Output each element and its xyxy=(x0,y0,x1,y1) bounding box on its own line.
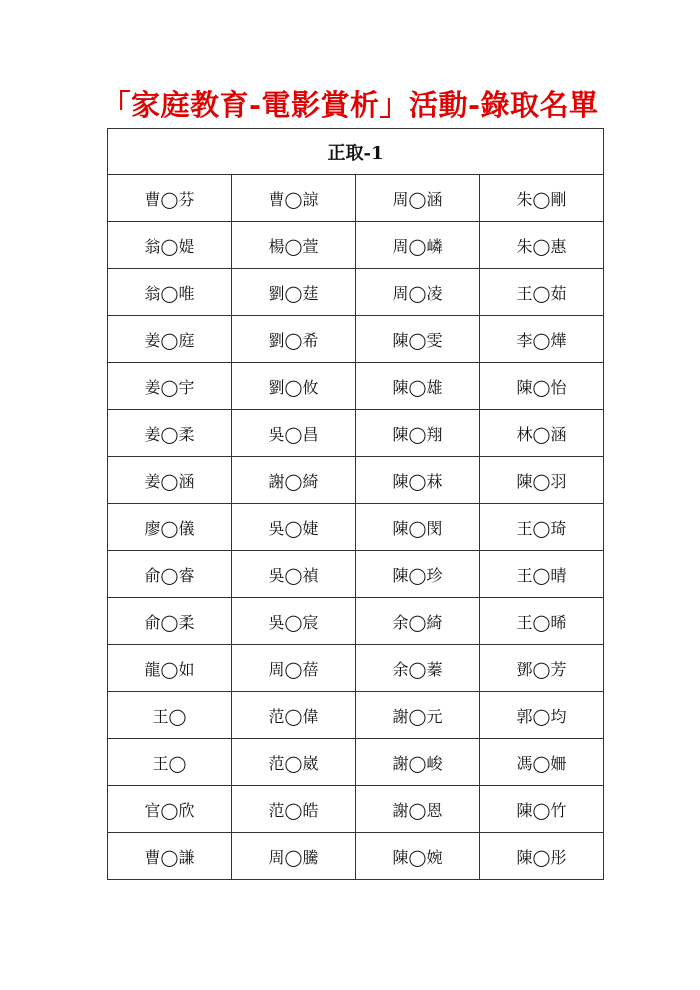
table-row xyxy=(108,410,604,457)
name-cell: 周◯騰 xyxy=(232,833,356,880)
name-cell: 翁◯媞 xyxy=(108,222,232,269)
table-row xyxy=(108,363,604,410)
section-header-row xyxy=(108,129,604,175)
table-row xyxy=(108,551,604,598)
name-cell: 王◯茹 xyxy=(480,269,604,316)
name-cell: 姜◯庭 xyxy=(108,316,232,363)
name-cell: 王◯ xyxy=(108,739,232,786)
table-row xyxy=(108,269,604,316)
name-cell: 李◯燁 xyxy=(480,316,604,363)
name-cell: 曹◯謙 xyxy=(108,833,232,880)
name-cell: 陳◯羽 xyxy=(480,457,604,504)
table-row xyxy=(108,316,604,363)
name-cell: 余◯綺 xyxy=(356,598,480,645)
name-cell: 劉◯希 xyxy=(232,316,356,363)
name-cell: 馮◯姍 xyxy=(480,739,604,786)
name-cell: 陳◯翔 xyxy=(356,410,480,457)
name-cell: 王◯晞 xyxy=(480,598,604,645)
table-row xyxy=(108,833,604,880)
name-cell: 曹◯芬 xyxy=(108,175,232,222)
name-cell: 林◯涵 xyxy=(480,410,604,457)
name-cell: 俞◯柔 xyxy=(108,598,232,645)
name-cell: 朱◯惠 xyxy=(480,222,604,269)
table-row xyxy=(108,175,604,222)
name-cell: 陳◯閔 xyxy=(356,504,480,551)
name-cell: 郭◯均 xyxy=(480,692,604,739)
name-cell: 陳◯婉 xyxy=(356,833,480,880)
table-row xyxy=(108,504,604,551)
name-cell: 王◯晴 xyxy=(480,551,604,598)
name-cell: 周◯涵 xyxy=(356,175,480,222)
name-cell: 陳◯竹 xyxy=(480,786,604,833)
name-cell: 劉◯莛 xyxy=(232,269,356,316)
name-cell: 范◯偉 xyxy=(232,692,356,739)
name-cell: 陳◯珍 xyxy=(356,551,480,598)
name-cell: 范◯皓 xyxy=(232,786,356,833)
name-cell: 龍◯如 xyxy=(108,645,232,692)
name-cell: 謝◯峻 xyxy=(356,739,480,786)
name-cell: 謝◯元 xyxy=(356,692,480,739)
admission-roster-table xyxy=(107,128,604,880)
name-cell: 楊◯萱 xyxy=(232,222,356,269)
name-cell: 朱◯剛 xyxy=(480,175,604,222)
name-cell: 曹◯諒 xyxy=(232,175,356,222)
name-cell: 鄧◯芳 xyxy=(480,645,604,692)
table-row xyxy=(108,222,604,269)
name-cell: 謝◯恩 xyxy=(356,786,480,833)
table-row xyxy=(108,457,604,504)
name-cell: 姜◯涵 xyxy=(108,457,232,504)
name-cell: 陳◯雯 xyxy=(356,316,480,363)
table-row xyxy=(108,692,604,739)
name-cell: 劉◯攸 xyxy=(232,363,356,410)
name-cell: 王◯ xyxy=(108,692,232,739)
roster-table-body xyxy=(108,129,604,880)
name-cell: 翁◯唯 xyxy=(108,269,232,316)
name-cell: 廖◯儀 xyxy=(108,504,232,551)
table-row xyxy=(108,645,604,692)
name-cell: 范◯崴 xyxy=(232,739,356,786)
name-cell: 周◯嶙 xyxy=(356,222,480,269)
name-cell: 官◯欣 xyxy=(108,786,232,833)
name-cell: 姜◯柔 xyxy=(108,410,232,457)
name-cell: 陳◯彤 xyxy=(480,833,604,880)
name-cell: 周◯蓓 xyxy=(232,645,356,692)
name-cell: 吳◯宸 xyxy=(232,598,356,645)
name-cell: 吳◯婕 xyxy=(232,504,356,551)
name-cell: 王◯琦 xyxy=(480,504,604,551)
name-cell: 陳◯菻 xyxy=(356,457,480,504)
name-cell: 謝◯綺 xyxy=(232,457,356,504)
name-cell: 陳◯雄 xyxy=(356,363,480,410)
table-row xyxy=(108,739,604,786)
name-cell: 陳◯怡 xyxy=(480,363,604,410)
table-row xyxy=(108,786,604,833)
name-cell: 吳◯禎 xyxy=(232,551,356,598)
name-cell: 余◯蓁 xyxy=(356,645,480,692)
name-cell: 吳◯昌 xyxy=(232,410,356,457)
name-cell: 周◯凌 xyxy=(356,269,480,316)
document-title: 「家庭教育-電影賞析」活動-錄取名單 xyxy=(101,88,599,122)
table-row xyxy=(108,598,604,645)
section-header: 正取-1 xyxy=(108,129,604,175)
name-cell: 姜◯宇 xyxy=(108,363,232,410)
name-cell: 俞◯睿 xyxy=(108,551,232,598)
